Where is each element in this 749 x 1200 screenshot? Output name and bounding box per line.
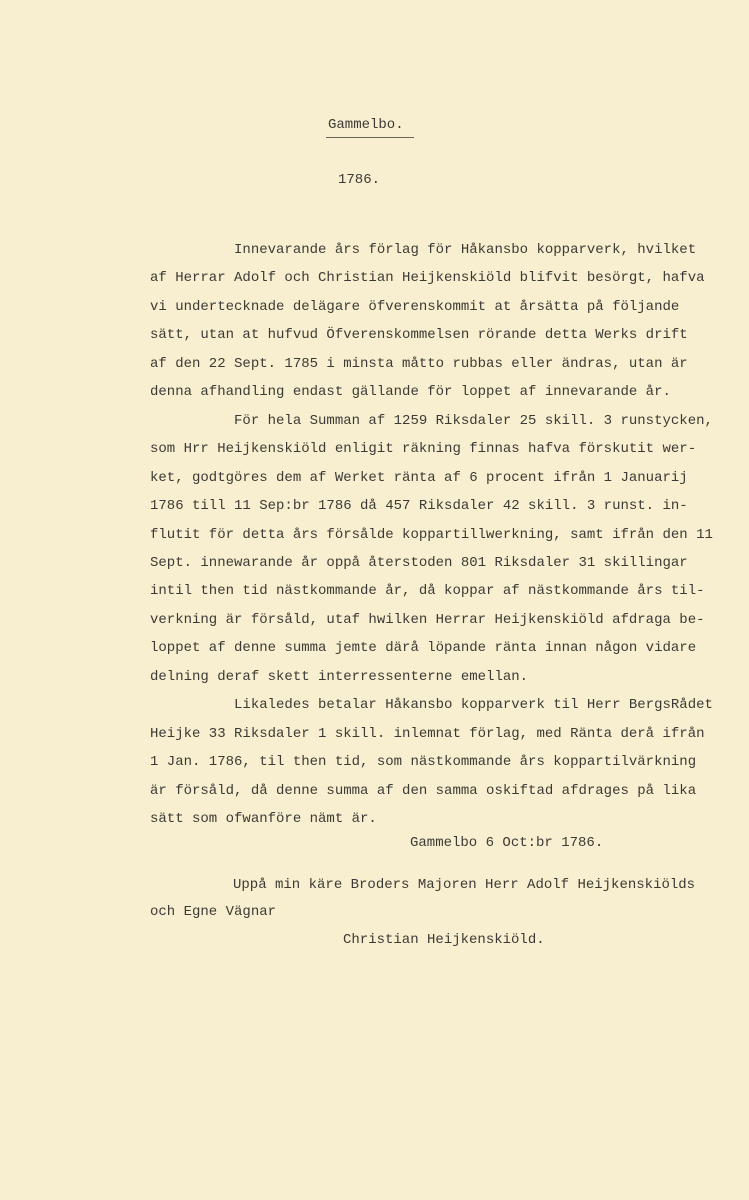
text-line: loppet af denne summa jemte därå löpande ränta innan någon vidare [150, 640, 697, 657]
text-line: af Herrar Adolf och Christian Heijkenskiöld blifvit besörgt, hafva [150, 270, 705, 287]
document-year: 1786. [338, 172, 381, 188]
text-line: Sept. innewarande år oppå återstoden 801 Riksdaler 31 skillingar [150, 554, 688, 571]
text-line: Heijke 33 Riksdaler 1 skill. inlemnat förlag, med Ränta derå ifrån [150, 725, 705, 742]
text-line: flutit för detta års försålde koppartillwerkning, samt ifrån den 11 [150, 526, 713, 543]
text-line: 1786 till 11 Sep:br 1786 då 457 Riksdaler 42 skill. 3 runst. in- [150, 498, 688, 515]
text-line: sätt som ofwanföre nämt är. [150, 811, 377, 827]
text-line: delning deraf skett interressenterne emellan. [150, 668, 529, 685]
closing-line: och Egne Vägnar [150, 904, 277, 920]
closing-line: Uppå min käre Broders Majoren Herr Adolf Heijkenskiölds [233, 877, 696, 893]
text-line: För hela Summan af 1259 Riksdaler 25 skill. 3 runstycken, [150, 412, 713, 429]
place-date: Gammelbo 6 Oct:br 1786. [410, 835, 604, 851]
text-line: ket, godtgöres dem af Werket ränta af 6 procent ifrån 1 Januarij [150, 469, 688, 486]
text-line: vi undertecknade delägare öfverenskommit at årsätta på följande [150, 298, 680, 315]
text-line: intil then tid nästkommande år, då koppar af nästkommande års til- [150, 583, 705, 600]
text-line: sätt, utan at hufvud Öfverenskommelsen rörande detta Werks drift [150, 327, 688, 344]
text-line: denna afhandling endast gällande för loppet af innevarande år. [150, 384, 671, 401]
text-line: verkning är försåld, utaf hwilken Herrar Heijkenskiöld afdraga be- [150, 611, 705, 628]
text-line: Likaledes betalar Håkansbo kopparverk til Herr BergsRådet [150, 697, 713, 714]
document-heading: Gammelbo. [328, 117, 404, 133]
heading-underline [326, 137, 414, 138]
signature: Christian Heijkenskiöld. [343, 932, 545, 948]
text-line: Innevarande års förlag för Håkansbo kopparverk, hvilket [150, 242, 697, 258]
text-line: som Hrr Heijkenskiöld enligit räkning finnas hafva förskutit wer- [150, 441, 697, 458]
text-line: af den 22 Sept. 1785 i minsta måtto rubbas eller ändras, utan är [150, 355, 688, 372]
text-line: är försåld, då denne summa af den samma oskiftad afdrages på lika [150, 782, 697, 799]
text-line: 1 Jan. 1786, til then tid, som nästkommande års koppartilvärkning [150, 754, 697, 771]
